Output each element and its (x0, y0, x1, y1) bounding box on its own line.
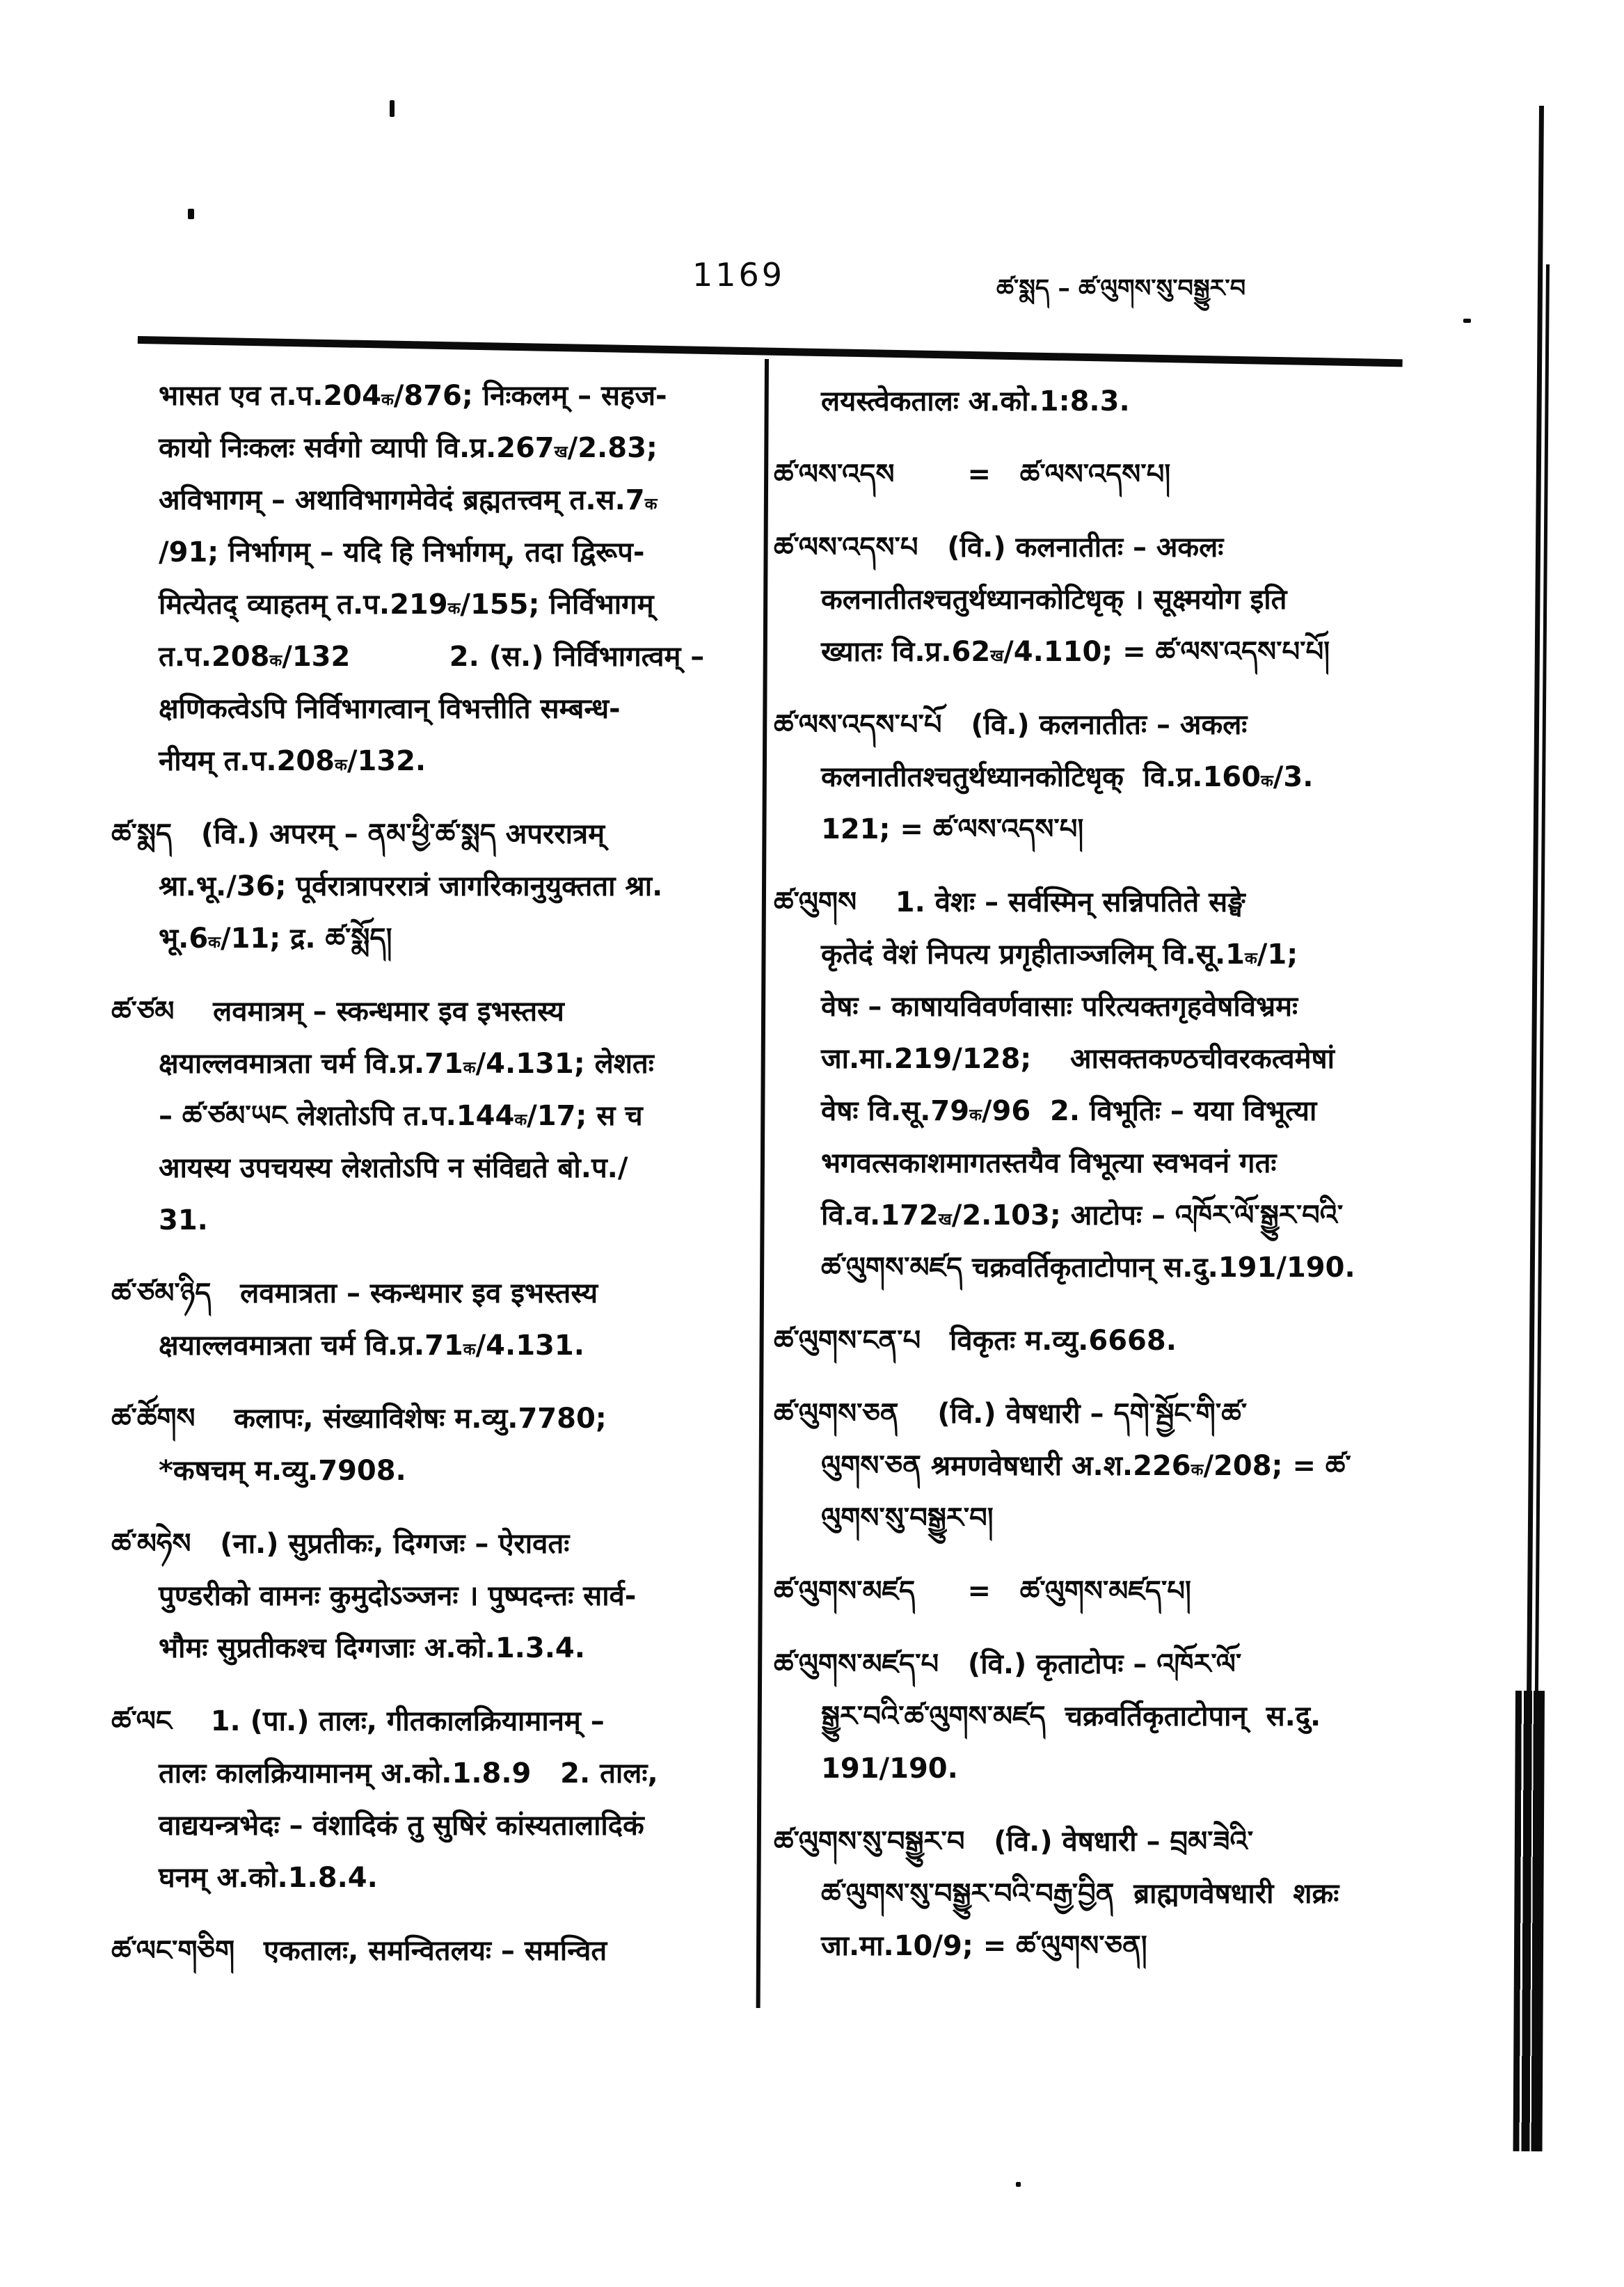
entry-line: वाद्ययन्त्रभेदः – वंशादिकं तु सुषिरं कांस्यतालादिकं (159, 1810, 644, 1842)
entry-line: वेषः – काषायविवर्णवासाः परित्यक्तगृहवेषविभ्रमः (821, 991, 1298, 1023)
dictionary-entry (774, 1816, 1407, 1973)
entry-line: $भू.6^क/11$; द्र. ཚ་སྨོད། (159, 923, 392, 955)
folio-superscript: क (1244, 949, 1257, 968)
dictionary-entry (111, 1518, 762, 1675)
dictionary-entry (111, 1268, 762, 1372)
left-column (111, 370, 762, 1977)
folio-superscript: क (208, 933, 221, 952)
entry-line: कृतेदं वेशं निपत्य प्रगृहीताञ्जलिम् $वि.सू.1^क/1$; (821, 939, 1298, 971)
entry-line: मित्येतद् व्याहतम् $त.प.219^क/155$; निर्विभागम् (159, 589, 654, 621)
entry-line: ཚ་ལུགས་སུ་བསྒྱུར་བའི་བརྒྱ་བྱིན ब्राह्मणवेषधारी शक्रः (821, 1878, 1339, 1910)
folio-superscript: क (644, 495, 658, 513)
folio-superscript: क (335, 756, 347, 774)
entry-line: ཚ་ལས་འདས = ཚ་ལས་འདས་པ། (774, 459, 1171, 491)
dictionary-entry (774, 449, 1407, 501)
folio-superscript: क (969, 1106, 982, 1124)
entry-line: ཚ་ལས་འདས་པ་པོ (वि.) कलनातीतः – अकलः (774, 709, 1248, 741)
entry-line: ཚ་ཚོགས कलापः, संख्याविशेषः म.व्यु.7780; (111, 1403, 607, 1435)
entry-line: लयस्त्वेकतालः अ.को.1:8.3. (821, 385, 1130, 417)
folio-superscript: क (269, 651, 282, 670)
folio-superscript: ख (938, 1210, 952, 1229)
entry-line: – ཚ་ཙམ་ཡང लेशतोऽपि $त.प.144^क/17$; स च (159, 1100, 643, 1132)
dictionary-entry (774, 1639, 1407, 1795)
dictionary-entry (774, 522, 1407, 678)
entry-line: ख्यातः $वि.प्र.62^ख/4.110$; = ཚ་ལས་འདས་པ་པོ། (821, 636, 1330, 668)
scan-speck (1463, 319, 1471, 323)
entry-line: ལུགས་ཅན श्रमणवेषधारी $अ.श.226^क/208$; = ཚ་ (821, 1450, 1351, 1482)
entry-line: वेषः $वि.सू.79^क/96$ 2. विभूतिः – यया विभूत्या (821, 1095, 1317, 1127)
entry-line: 121; = ཚ་ལས་འདས་པ། (821, 813, 1084, 845)
entry-line: ཚ་ལུགས་མཛད चक्रवर्तिकृताटोपान् स.दु.191/190. (821, 1252, 1355, 1284)
scan-speck (1016, 2182, 1021, 2187)
entry-line: 31. (159, 1204, 208, 1236)
entry-line: अविभागम् – अथाविभागमेवेदं ब्रह्मतत्त्वम् $त.स.7^क$ (159, 484, 658, 516)
dictionary-entry (111, 1696, 762, 1904)
dictionary-entry (774, 699, 1407, 856)
page-number: 1169 (692, 256, 786, 294)
entry-line: पुण्डरीको वामनः कुमुदोऽञ्जनः । पुष्पदन्तः सार्व- (159, 1580, 637, 1612)
entry-line: क्षयाल्लवमात्रता चर्म $वि.प्र.71^क/4.131$; लेशतः (159, 1048, 654, 1080)
scan-speck (188, 209, 194, 219)
right-column (774, 376, 1407, 1973)
entry-line: $त.प.208^क/132$ 2. (स.) निर्विभागत्वम् – (159, 641, 705, 673)
entry-line: /91; निर्भागम् – यदि हि निर्भागम्, तदा द्विरूप- (159, 536, 645, 568)
entry-line: श्रा.भू./36; पूर्वरात्रापररात्रं जागरिकानुयुक्तता श्रा. (159, 870, 663, 902)
dictionary-entry (774, 877, 1407, 1294)
dictionary-entry (111, 370, 762, 788)
folio-superscript: ख (990, 646, 1004, 665)
scan-artifact-bar (1513, 1691, 1545, 2151)
header-rule (138, 336, 1403, 367)
folio-superscript: क (514, 1110, 527, 1129)
entry-line: ཚ་ལུགས་ངན་པ विकृतः म.व्यु.6668. (774, 1325, 1177, 1357)
entry-line: $वि.व.172^ख/2.103$; आटोपः – འཁོར་ལོ་སྒྱུར་བའི་ (821, 1200, 1344, 1232)
entry-line: ཚ་ཙམ लवमात्रम् – स्कन्धमार इव इभस्तस्य (111, 996, 564, 1028)
entry-line: जा.मा.10/9; = ཚ་ལུགས་ཅན། (821, 1930, 1147, 1962)
entry-line: कायो निःकलः सर्वगो व्यापी $वि.प्र.267^ख/2.83$; (159, 432, 658, 464)
entry-line: घनम् अ.को.1.8.4. (159, 1862, 378, 1894)
entry-line: भासत एव $त.प.204^क/876$; निःकलम् – सहज- (159, 380, 667, 412)
entry-line: नीयम् $त.प.208^क/132$. (159, 745, 427, 777)
entry-line: भगवत्सकाशमागतस्तयैव विभूत्या स्वभवनं गतः (821, 1147, 1277, 1179)
folio-superscript: ख (554, 443, 568, 461)
dictionary-entry (774, 376, 1407, 428)
dictionary-entry (111, 1925, 762, 1977)
entry-line: जा.मा.219/128; आसक्तकण्ठचीवरकत्वमेषां (821, 1043, 1335, 1075)
entry-line: 191/190. (821, 1753, 958, 1785)
entry-line: ཚ་མཧེས (ना.) सुप्रतीकः, दिग्गजः – ऐरावतः (111, 1528, 570, 1560)
entry-line: ཚ་ལས་འདས་པ (वि.) कलनातीतः – अकलः (774, 532, 1224, 564)
scan-speck (390, 100, 395, 117)
dictionary-entry (774, 1565, 1407, 1618)
folio-superscript: क (1260, 772, 1273, 790)
entry-line: कलनातीतश्चतुर्थध्यानकोटिधृक् $वि.प्र.160^क/3$. (821, 761, 1314, 793)
dictionary-entry (774, 1315, 1407, 1367)
entry-line: ཚ་ལུགས་སུ་བསྒྱུར་བ (वि.) वेषधारी – བྲམ་ཟེའི་ (774, 1826, 1254, 1858)
entry-line: ཚ་ཙམ་ཉིད लवमात्रता – स्कन्धमार इव इभस्तस्य (111, 1277, 598, 1309)
entry-line: ཚ་ལུགས་ཅན (वि.) वेषधारी – དགེ་སྦྱོང་གི་ཚ་ (774, 1398, 1248, 1430)
entry-line: आयस्य उपचयस्य लेशतोऽपि न संविद्यते बो.प./ (159, 1152, 628, 1184)
entry-line: ཚ་ལང 1. (पा.) तालः, गीतकालक्रियामानम् – (111, 1705, 605, 1737)
entry-line: तालः कालक्रियामानम् अ.को.1.8.9 2. तालः, (159, 1758, 658, 1790)
entry-line: ཚ་སྨད (वि.) अपरम् – ནམ་ཕྱི་ཚ་སྨད अपररात्रम् (111, 818, 605, 850)
dictionary-entry (111, 808, 762, 965)
folio-superscript: क (381, 390, 394, 409)
entry-line: སྒྱུར་བའི་ཚ་ལུགས་མཛད चक्रवर्तिकृताटोपान् स.दु. (821, 1700, 1321, 1732)
entry-line: ཚ་ལུགས་མཛད་པ (वि.) कृताटोपः – འཁོར་ལོ་ (774, 1648, 1242, 1680)
entry-line: *कषचम् म.व्यु.7908. (159, 1455, 406, 1487)
folio-superscript: क (447, 599, 461, 618)
entry-line: कलनातीतश्चतुर्थध्यानकोटिधृक् । सूक्ष्मयोग इति (821, 584, 1287, 616)
running-head-tibetan: ཚ་སྨད – ཚ་ལུགས་སུ་བསྒྱུར་བ (996, 275, 1246, 303)
entry-line: ཚ་ལུགས 1. वेशः – सर्वस्मिन् सन्निपतिते सङ्घे (774, 886, 1245, 918)
dictionary-entry (111, 1393, 762, 1497)
dictionary-entry (774, 1388, 1407, 1545)
entry-line: क्षयाल्लवमात्रता चर्म $वि.प्र.71^क/4.131$. (159, 1330, 584, 1362)
entry-line: भौमः सुप्रतीकश्च दिग्गजाः अ.को.1.3.4. (159, 1632, 585, 1664)
folio-superscript: क (463, 1058, 476, 1077)
dictionary-entry (111, 986, 762, 1247)
folio-superscript: क (463, 1340, 476, 1359)
folio-superscript: क (1191, 1460, 1204, 1479)
entry-line: ལུགས་སུ་བསྒྱུར་བ། (821, 1502, 994, 1534)
entry-line: क्षणिकत्वेऽपि निर्विभागत्वान् विभत्तीति सम्बन्ध- (159, 693, 621, 725)
entry-line: ཚ་ལུགས་མཛད = ཚ་ལུགས་མཛད་པ། (774, 1575, 1191, 1607)
entry-line: ཚ་ལང་གཅིག एकतालः, समन्वितलयः – समन्वित (111, 1935, 607, 1967)
